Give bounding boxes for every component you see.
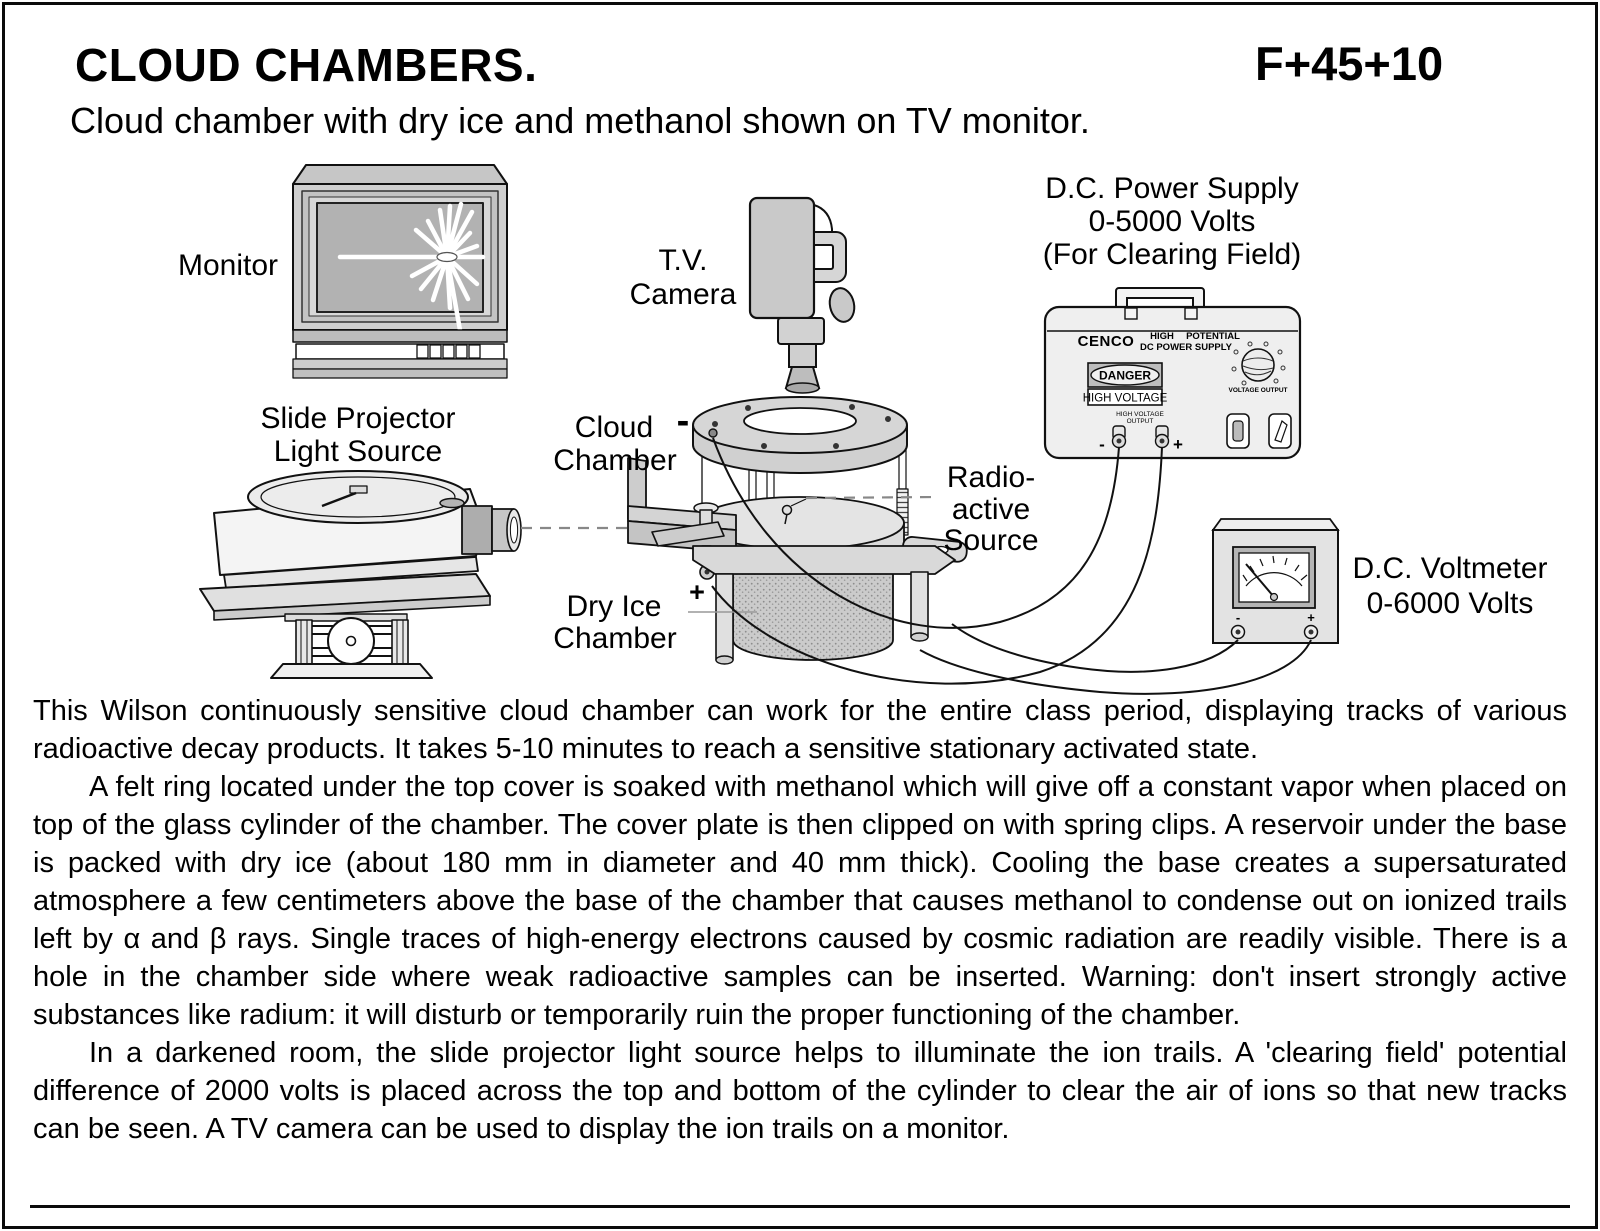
dry-ice-plus-sign: + [689,577,705,607]
voltmeter-label-line2: 0-6000 Volts [1366,587,1534,620]
paragraph-3: In a darkened room, the slide projector light source helps to illuminate the ion trails. A 'clearing field' potential difference of 2000 volts is placed across the top and bottom of the cylinder to clear the air of ions so that new tracks can be seen. A TV camera can be used to display the ion trails on a monitor. [33,1037,1567,1145]
power-supply-title-word2: POTENTIAL [1186,331,1240,342]
dry-ice-label-line1: Dry Ice [566,590,662,623]
footer-rule [30,1205,1570,1208]
power-supply-title-word1: HIGH [1150,331,1174,342]
radioactive-label-line2: active [951,493,1031,526]
cloud-chamber-label-line2: Chamber [553,444,677,477]
danger-badge: DANGER [1098,368,1152,383]
hv-output-caption-line2: OUTPUT [1126,418,1154,425]
ps-plus-sign: + [1173,435,1183,454]
hv-output-caption-line1: HIGH VOLTAGE [1116,411,1164,418]
figure-caption: Cloud chamber with dry ice and methanol shown on TV monitor. [70,100,1090,141]
high-voltage-plate: HIGH VOLTAGE [1082,392,1168,405]
voltmeter-terminal-positive[interactable] [1305,626,1318,639]
tv-camera-drawing [750,198,857,393]
monitor-label: Monitor [177,249,279,282]
dry-ice-label-line2: Chamber [553,622,677,655]
power-supply-label-line2: 0-5000 Volts [1088,205,1256,238]
monitor-drawing [293,165,507,378]
power-supply-label-line3: (For Clearing Field) [1042,238,1302,271]
paragraph-2: A felt ring located under the top cover is soaked with methanol which will give off a constant vapor when placed on top of the glass cylinder of the chamber. The cover plate is then clipped on with spring clips. A reservoir under the base is packed with dry ice (about 180 mm in diameter and 40 mm thick). Cooling the base creates a supersaturated atmosphere a few centimeters above the base of the chamber that causes methanol to condense out on ionized trails left by α and β rays. Single traces of high-energy electrons caused by cosmic radiation are readily visible. There is a hole in the chamber side where weak radioactive samples can be inserted. Warning: don't insert strongly active substances like radium: it will disturb or temporarily ruin the proper functioning of the chamber. [33,771,1567,1031]
output-terminal-positive[interactable] [1156,426,1169,448]
voltmeter-drawing [1213,519,1338,643]
cloud-chamber-label-line1: Cloud [574,411,654,444]
paragraph-1: This Wilson continuously sensitive cloud chamber can work for the entire class period, displaying tracks of various radioactive decay products. It takes 5-10 minutes to reach a sensitive stationary activated state. [33,695,1567,765]
voltmeter-terminal-negative[interactable] [1232,626,1245,639]
power-supply-title-line2: DC POWER SUPPLY [1139,342,1233,353]
monitor-buttons [417,345,480,358]
power-switch[interactable] [1269,414,1291,448]
cloud-chamber-minus-sign: - [676,400,690,442]
tv-camera-label-line2: Camera [629,278,737,311]
page-title: CLOUD CHAMBERS. [75,39,538,91]
power-supply-label-line1: D.C. Power Supply [1045,172,1299,205]
power-supply-brand: CENCO [1077,333,1135,350]
voltage-output-caption: VOLTAGE OUTPUT [1228,387,1288,394]
power-supply-drawing [1045,288,1300,458]
vm-minus-sign: - [1235,610,1241,625]
vm-plus-sign: + [1307,610,1315,625]
slide-projector-label-line1: Slide Projector [260,402,456,435]
radioactive-label-line3: Source [943,524,1039,557]
description-text [33,692,1567,1148]
tv-camera-label-line1: T.V. [658,244,708,277]
source-dashed-line [806,497,936,498]
pilot-light-switch[interactable] [1227,414,1249,448]
clearing-field-terminal [709,429,717,437]
slide-projector-drawing [200,471,521,678]
voltmeter-label-line1: D.C. Voltmeter [1352,552,1548,585]
radioactive-label-line1: Radio- [946,461,1036,494]
catalog-code: F+45+10 [1255,37,1444,90]
ps-minus-sign: - [1099,435,1105,454]
slide-projector-label-line2: Light Source [273,435,443,468]
output-terminal-negative[interactable] [1113,426,1126,448]
apparatus-diagram [0,150,1600,695]
